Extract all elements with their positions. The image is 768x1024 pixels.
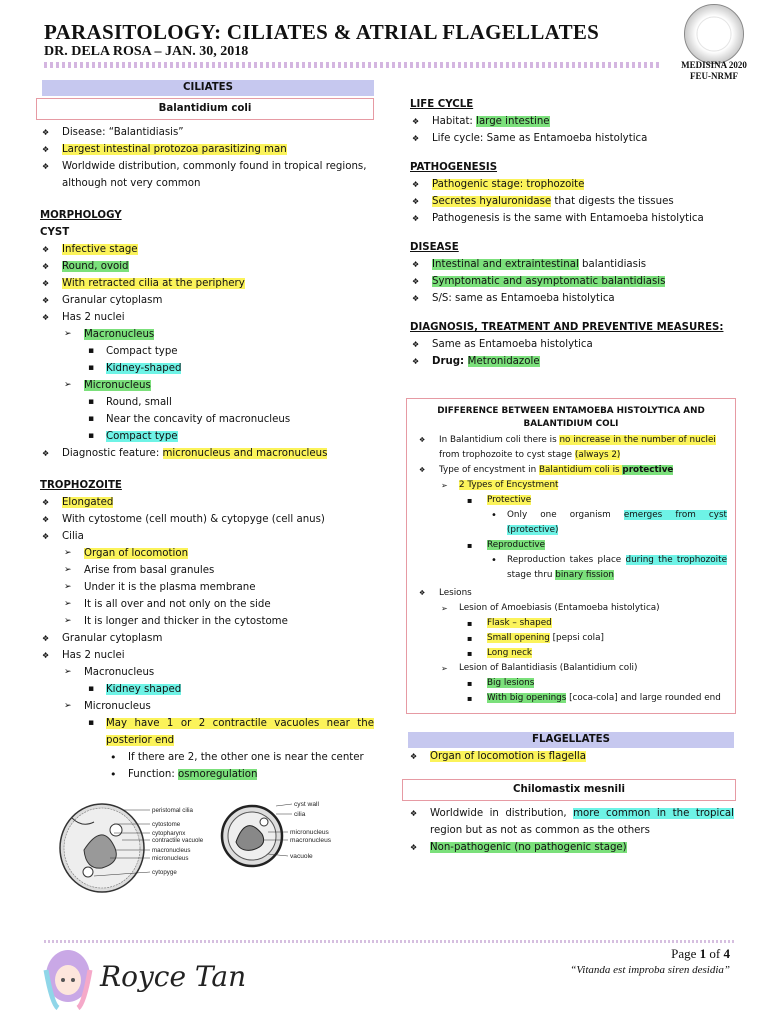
list-item: ➢ Lesion of Amoebiasis (Entamoeba histolytica): [407, 601, 735, 616]
pathogenesis-heading: PATHOGENESIS: [410, 162, 498, 173]
list-item: ❖ Granular cytoplasm: [40, 292, 374, 309]
signature-logo: [40, 940, 280, 1010]
list-item: ❖ Non-pathogenic (no pathogenic stage): [408, 839, 734, 856]
list-item: ❖ Pathogenic stage: trophozoite: [410, 176, 736, 193]
chilomastix-list: [408, 805, 734, 856]
ciliates-header: CILIATES: [42, 80, 374, 96]
list-item: ➢ Macronucleus: [40, 326, 374, 343]
cyst-drawing: [222, 806, 282, 866]
label-cytostome: cytostome: [152, 821, 181, 828]
list-item: ❖ With cytostome (cell mouth) & cytopyge (cell anus): [40, 511, 374, 528]
list-item: ❖ Worldwide distribution, commonly found in tropical regions, although not very common: [40, 158, 374, 192]
list-item: ▪ Small opening [pepsi cola]: [407, 631, 735, 646]
header-divider: [44, 62, 660, 68]
list-item: ▪ With big openings [coca-cola] and large rounded end: [407, 691, 735, 706]
cyst-heading: CYST: [40, 227, 70, 238]
list-item: ▪ Reproductive: [407, 538, 735, 553]
list-item: ❖ Type of encystment in Balantidium coli is protective: [407, 463, 735, 478]
list-item: ❖ Drug: Metronidazole: [410, 353, 736, 370]
motto: “Vitanda est improba siren desidia”: [570, 964, 730, 976]
page-subtitle: DR. DELA ROSA – JAN. 30, 2018: [44, 44, 249, 59]
list-item: ❖ Has 2 nuclei: [40, 309, 374, 326]
list-item: ▪ Big lesions: [407, 676, 735, 691]
list-item: ▪ May have 1 or 2 contractile vacuoles near the posterior end: [40, 715, 374, 749]
life-cycle-list: [410, 113, 736, 147]
girl-avatar-icon: [46, 950, 90, 1008]
list-item: ▪ Protective: [407, 493, 735, 508]
page-number: Page 1 of 4: [671, 946, 730, 961]
badge-line-1: MEDISINA 2020: [681, 60, 747, 70]
diagnosis-heading: DIAGNOSIS, TREATMENT AND PREVENTIVE MEASURES:: [410, 322, 724, 333]
school-seal-icon: [684, 4, 744, 64]
label-vacuole: vacuole: [290, 853, 313, 860]
list-item: ❖ Disease: “Balantidiasis”: [40, 124, 374, 141]
list-item: ➢ Arise from basal granules: [40, 562, 374, 579]
list-item: ❖ Granular cytoplasm: [40, 630, 374, 647]
balantidium-diagram: [54, 800, 354, 900]
list-item: ❖ Has 2 nuclei: [40, 647, 374, 664]
list-item: ➢ Organ of locomotion: [40, 545, 374, 562]
flagellates-list: [408, 748, 734, 765]
list-item: • Reproduction takes place during the trophozoite stage thru binary fission: [407, 553, 735, 583]
list-item: ❖ Cilia: [40, 528, 374, 545]
difference-title: DIFFERENCE BETWEEN ENTAMOEBA HISTOLYTICA AND BALANTIDIUM COLI: [437, 406, 705, 429]
list-item: ➢ Micronucleus: [40, 698, 374, 715]
trophozoite-list: [40, 494, 374, 783]
label-micronucleus: micronucleus: [152, 855, 189, 862]
list-item: ▪ Kidney shaped: [40, 681, 374, 698]
list-item: ❖ Same as Entamoeba histolytica: [410, 336, 736, 353]
morphology-heading: MORPHOLOGY: [40, 210, 122, 221]
list-item: ❖ S/S: same as Entamoeba histolytica: [410, 290, 736, 307]
list-item: ▪ Kidney-shaped: [40, 360, 374, 377]
cyst-list: [40, 241, 374, 462]
pathogenesis-list: [410, 176, 736, 227]
difference-box: [406, 398, 736, 714]
list-item: • Function: osmoregulation: [40, 766, 374, 783]
label-cyst-micronucleus: micronucleus: [290, 829, 329, 836]
label-cyst-macronucleus: macronucleus: [290, 837, 332, 844]
list-item: ❖ Round, ovoid: [40, 258, 374, 275]
label-cytopyge: cytopyge: [152, 869, 177, 876]
badge-line-2: FEU-NRMF: [690, 71, 738, 81]
list-item: ➢ It is longer and thicker in the cytostome: [40, 613, 374, 630]
balantidium-title: Balantidium coli: [36, 98, 374, 120]
flagellates-header: FLAGELLATES: [408, 732, 734, 748]
list-item: ❖ Organ of locomotion is flagella: [408, 748, 734, 765]
list-item: • If there are 2, the other one is near the center: [40, 749, 374, 766]
disease-heading: DISEASE: [410, 242, 459, 253]
list-item: ➢ 2 Types of Encystment: [407, 478, 735, 493]
label-cytopharynx: cytopharynx: [152, 830, 186, 837]
list-item: ➢ Macronucleus: [40, 664, 374, 681]
list-item: ❖ Elongated: [40, 494, 374, 511]
life-cycle-heading: LIFE CYCLE: [410, 99, 474, 110]
label-cilia: cilia: [294, 811, 306, 818]
list-item: ❖ In Balantidium coli there is no increase in the number of nuclei from trophozoite to cyst stage (always 2): [407, 433, 735, 463]
list-item: ❖ Pathogenesis is the same with Entamoeba histolytica: [410, 210, 736, 227]
list-item: ▪ Compact type: [40, 343, 374, 360]
list-item: ❖ Symptomatic and asymptomatic balantidiasis: [410, 273, 736, 290]
intro-list: [40, 124, 374, 192]
list-item: ❖ Worldwide in distribution, more common in the tropical region but as not as common as the others: [408, 805, 734, 839]
label-macronucleus: macronucleus: [152, 847, 191, 854]
list-item: ❖ With retracted cilia at the periphery: [40, 275, 374, 292]
label-contractile-vacuole: contractile vacuole: [152, 837, 204, 844]
list-item: ❖ Largest intestinal protozoa parasitizing man: [40, 141, 374, 158]
label-cyst-wall: cyst wall: [294, 801, 319, 808]
list-item: ➢ Under it is the plasma membrane: [40, 579, 374, 596]
list-item: ▪ Long neck: [407, 646, 735, 661]
list-item: ➢ Micronucleus: [40, 377, 374, 394]
list-item: • Only one organism emerges from cyst (protective): [407, 508, 735, 538]
page-title: PARASITOLOGY: CILIATES & ATRIAL FLAGELLATES: [44, 20, 600, 44]
list-item: ▪ Compact type: [40, 428, 374, 445]
diagnosis-list: [410, 336, 736, 370]
disease-list: [410, 256, 736, 307]
class-badge: [664, 60, 764, 82]
left-column: [40, 80, 374, 783]
label-peristomal-cilia: peristomal cilia: [152, 807, 193, 814]
flagellates-section: [408, 732, 734, 856]
list-item: ▪ Round, small: [40, 394, 374, 411]
list-item: ❖ Diagnostic feature: micronucleus and macronucleus: [40, 445, 374, 462]
signature-text: Royce Tan: [100, 960, 247, 993]
trophozoite-heading: TROPHOZOITE: [40, 480, 122, 491]
list-item: ❖ Secretes hyaluronidase that digests the tissues: [410, 193, 736, 210]
list-item: ❖ Infective stage: [40, 241, 374, 258]
trophozoite-drawing: [60, 804, 144, 892]
list-item: ➢ It is all over and not only on the side: [40, 596, 374, 613]
list-item: ❖ Habitat: large intestine: [410, 113, 736, 130]
list-item: ▪ Flask – shaped: [407, 616, 735, 631]
right-column: [410, 96, 736, 370]
chilomastix-title: Chilomastix mesnili: [402, 779, 736, 801]
list-item: ❖ Life cycle: Same as Entamoeba histolytica: [410, 130, 736, 147]
list-item: ▪ Near the concavity of macronucleus: [40, 411, 374, 428]
list-item: ❖ Lesions: [407, 586, 735, 601]
list-item: ➢ Lesion of Balantidiasis (Balantidium coli): [407, 661, 735, 676]
list-item: ❖ Intestinal and extraintestinal balantidiasis: [410, 256, 736, 273]
